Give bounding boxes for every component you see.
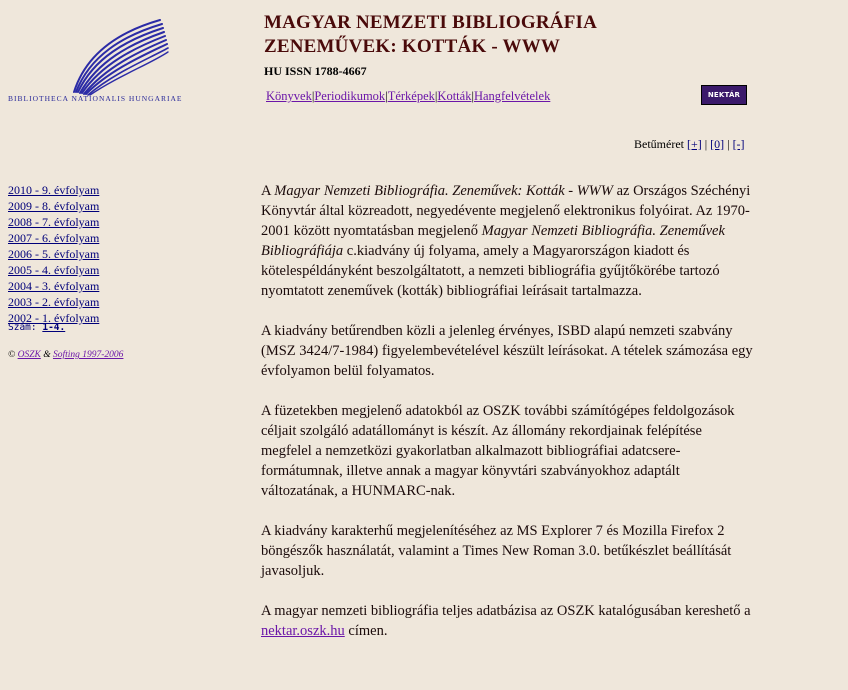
logo-caption: BIBLIOTHECA NATIONALIS HUNGARIAE bbox=[8, 94, 183, 103]
font-size-label: Betűméret bbox=[634, 137, 684, 151]
year-link-2010[interactable]: 2010 - 9. évfolyam bbox=[8, 183, 100, 197]
year-list bbox=[8, 182, 99, 326]
main-content bbox=[261, 181, 756, 661]
font-size-controls bbox=[634, 137, 745, 152]
nav-link-kottak[interactable]: Kották bbox=[437, 89, 472, 103]
nektar-link[interactable]: nektar.oszk.hu bbox=[261, 623, 345, 639]
nav-link-hangfelvetelek[interactable]: Hangfelvételek bbox=[473, 89, 551, 103]
intro-paragraph bbox=[261, 181, 756, 301]
issue-number-label: Szám: bbox=[8, 322, 37, 333]
nav-link-terkepek[interactable]: Térképek bbox=[387, 89, 435, 103]
year-link-2008[interactable]: 2008 - 7. évfolyam bbox=[8, 215, 100, 229]
nav-separator: | bbox=[385, 89, 388, 103]
nektar-badge-button[interactable]: NEKTÁR bbox=[701, 85, 747, 105]
issue-number-link[interactable]: 1-4. bbox=[42, 322, 66, 333]
predecessor-title: Magyar Nemzeti Bibliográfia. Zeneművek Bibliográfiája bbox=[261, 223, 725, 259]
copyright bbox=[8, 350, 123, 360]
page-subtitle: ZENEMŰVEK: KOTTÁK - WWW bbox=[264, 36, 561, 57]
description-paragraph: A kiadvány betűrendben közli a jelenleg érvényes, ISBD alapú nemzeti szabvány (MSZ 3424/7-1984) figyelembevételével készült leírásokat. A tételek számozása egy évfolyamon belül folyamatos. bbox=[261, 323, 753, 379]
year-link-2003[interactable]: 2003 - 2. évfolyam bbox=[8, 295, 100, 309]
font-decrease-link[interactable]: [-] bbox=[732, 137, 745, 151]
text-span: A magyar nemzeti bibliográfia teljes adatbázisa az OSZK katalógusában kereshető a bbox=[261, 603, 751, 619]
font-increase-link[interactable]: [+] bbox=[686, 137, 702, 151]
text-span: címen. bbox=[344, 623, 388, 639]
page-title: MAGYAR NEMZETI BIBLIOGRÁFIA bbox=[264, 12, 598, 33]
year-link-2006[interactable]: 2006 - 5. évfolyam bbox=[8, 247, 100, 261]
year-link-2002[interactable]: 2002 - 1. évfolyam bbox=[8, 311, 100, 325]
text-span: A bbox=[261, 183, 275, 199]
year-link-2005[interactable]: 2005 - 4. évfolyam bbox=[8, 263, 100, 277]
catalog-paragraph bbox=[261, 601, 756, 641]
font-separator: | bbox=[727, 137, 730, 151]
font-reset-link[interactable]: [0] bbox=[710, 137, 725, 151]
issue-number bbox=[8, 322, 65, 333]
nav-link-periodikumok[interactable]: Periodikumok bbox=[314, 89, 386, 103]
year-link-2004[interactable]: 2004 - 3. évfolyam bbox=[8, 279, 100, 293]
browser-paragraph: A kiadvány karakterhű megjelenítéséhez az MS Explorer 7 és Mozilla Firefox 2 böngészők használatát, valamint a Times New Roman 3.0. betűkészlet beállítását javasoljuk. bbox=[261, 523, 732, 579]
copyright-symbol: © bbox=[8, 350, 16, 360]
font-separator: | bbox=[704, 137, 708, 151]
nav-separator: | bbox=[434, 89, 438, 103]
text-span: c.kiadvány új folyama, amely a Magyarországon kiadott és kötelespéldányként beszolgáltatott, a nemzeti bibliográfia gyűjtőkörébe tartozó nyomtatott zeneművek (kották) bibliográfiai leírásait tartalmazza. bbox=[261, 243, 720, 299]
top-navigation bbox=[266, 89, 550, 104]
ampersand: & bbox=[43, 350, 51, 360]
nav-separator: | bbox=[471, 89, 474, 103]
library-logo bbox=[8, 14, 208, 104]
data-paragraph: A füzetekben megjelenő adatokból az OSZK további számítógépes feldolgozások céljait szolgáló adatállományt is készít. Az állomány rekordjainak felépítése megfelel a nemzetközi gyakorlatban alkalmazott bibliográfiai adatcsere-formátumnak, illetve annak a magyar könyvtári szabványokhoz adaptált változatának, a HUNMARC-nak. bbox=[261, 403, 735, 499]
year-link-2009[interactable]: 2009 - 8. évfolyam bbox=[8, 199, 100, 213]
logo-swoosh-icon bbox=[8, 14, 208, 104]
issn-label: HU ISSN 1788-4667 bbox=[264, 64, 367, 78]
oszk-link[interactable]: OSZK bbox=[17, 350, 41, 360]
softing-link[interactable]: Softing 1997-2006 bbox=[52, 350, 124, 360]
year-link-2007[interactable]: 2007 - 6. évfolyam bbox=[8, 231, 100, 245]
publication-title: Magyar Nemzeti Bibliográfia. Zeneművek: Kották - WWW bbox=[274, 183, 613, 199]
text-span: az Országos Széchényi Könyvtár által közreadott, negyedévente megjelenő elektronikus folyóirat. Az 1970-2001 között nyomtatásban megjelenő bbox=[261, 183, 751, 239]
nav-separator: | bbox=[311, 89, 315, 103]
nav-link-konyvek[interactable]: Könyvek bbox=[266, 89, 312, 103]
